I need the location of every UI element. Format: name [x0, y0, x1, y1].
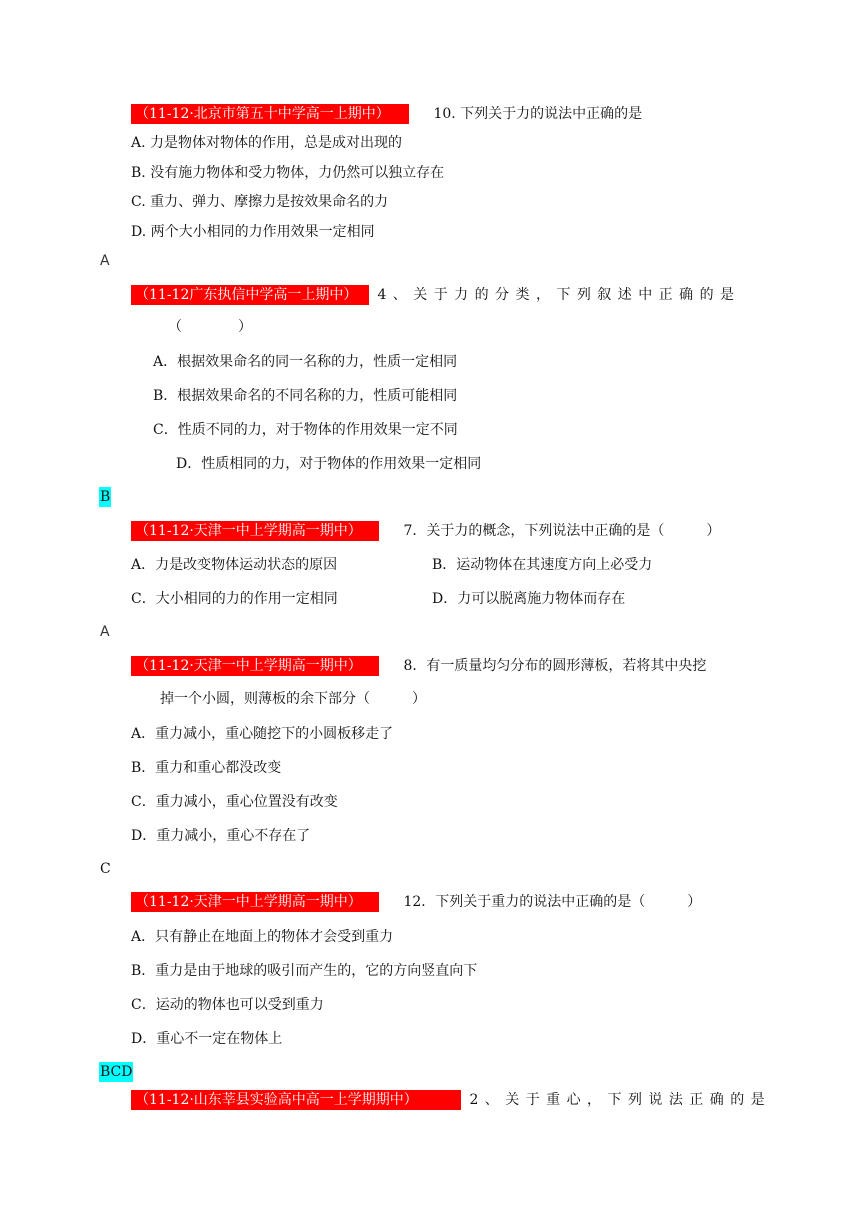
question-stem: 12．下列关于重力的说法中正确的是（ ） [403, 894, 702, 910]
option-c: C．性质不同的力，对于物体的作用效果一定不同 [153, 422, 458, 438]
question-stem: 4 、 关 于 力 的 分 类 ， 下 列 叙 述 中 正 确 的 是 [377, 287, 736, 303]
answer-label: C [100, 861, 111, 877]
option-a: A．只有静止在地面上的物体才会受到重力 [131, 929, 394, 945]
option-c: C．运动的物体也可以受到重力 [131, 997, 324, 1013]
option-d: D．力可以脱离施力物体而存在 [432, 591, 626, 607]
question-stem: 8．有一质量均匀分布的圆形薄板，若将其中央挖 [403, 658, 707, 674]
option-a: A．根据效果命名的同一名称的力，性质一定相同 [153, 354, 458, 370]
option-b: B. 没有施力物体和受力物体，力仍然可以独立存在 [131, 165, 445, 181]
question-5-header [131, 892, 701, 912]
question-3-header [131, 521, 720, 541]
question-4-header [131, 656, 706, 676]
option-a: A．力是改变物体运动状态的原因 [131, 557, 338, 573]
question-1-header [131, 104, 642, 124]
option-b: B．重力是由于地球的吸引而产生的，它的方向竖直向下 [131, 963, 478, 979]
option-d: D. 两个大小相同的力作用效果一定相同 [131, 224, 375, 240]
option-b: B．运动物体在其速度方向上必受力 [432, 557, 653, 573]
question-stem: 10. 下列关于力的说法中正确的是 [433, 106, 643, 122]
answer-label: A [100, 624, 110, 640]
source-tag: （11-12·天津一中上学期高一期中） [131, 892, 379, 912]
option-c: C．重力减小，重心位置没有改变 [131, 794, 338, 810]
source-tag: （11-12·山东莘县实验高中高一上学期期中） [131, 1090, 461, 1110]
option-d: D．性质相同的力，对于物体的作用效果一定相同 [176, 456, 482, 472]
source-tag: （11-12广东执信中学高一上期中） [131, 285, 369, 305]
source-tag: （11-12·天津一中上学期高一期中） [131, 521, 379, 541]
question-6-header [131, 1090, 766, 1110]
option-c: C. 重力、弹力、摩擦力是按效果命名的力 [131, 194, 389, 210]
question-stem: 7．关于力的概念，下列说法中正确的是（ ） [403, 523, 721, 539]
option-c: C．大小相同的力的作用一定相同 [131, 591, 338, 607]
option-a: A．重力减小，重心随挖下的小圆板移走了 [131, 726, 394, 742]
option-a: A. 力是物体对物体的作用，总是成对出现的 [131, 135, 403, 151]
answer-label: A [100, 253, 110, 269]
option-b: B．重力和重心都没改变 [131, 760, 282, 776]
question-stem: 2 、 关 于 重 心 ， 下 列 说 法 正 确 的 是 [469, 1092, 766, 1108]
source-tag: （11-12·天津一中上学期高一期中） [131, 656, 379, 676]
answer-label: B [100, 489, 111, 505]
answer-label: BCD [100, 1064, 133, 1080]
source-tag: （11-12·北京市第五十中学高一上期中） [131, 104, 409, 124]
option-d: D．重力减小，重心不存在了 [131, 828, 311, 844]
question-stem-cont: （ ） [168, 319, 252, 335]
question-stem-cont: 掉一个小圆，则薄板的余下部分（ ） [160, 691, 426, 707]
option-b: B．根据效果命名的不同名称的力，性质可能相同 [153, 388, 458, 404]
question-2-header [131, 285, 735, 305]
option-d: D．重心不一定在物体上 [131, 1031, 283, 1047]
